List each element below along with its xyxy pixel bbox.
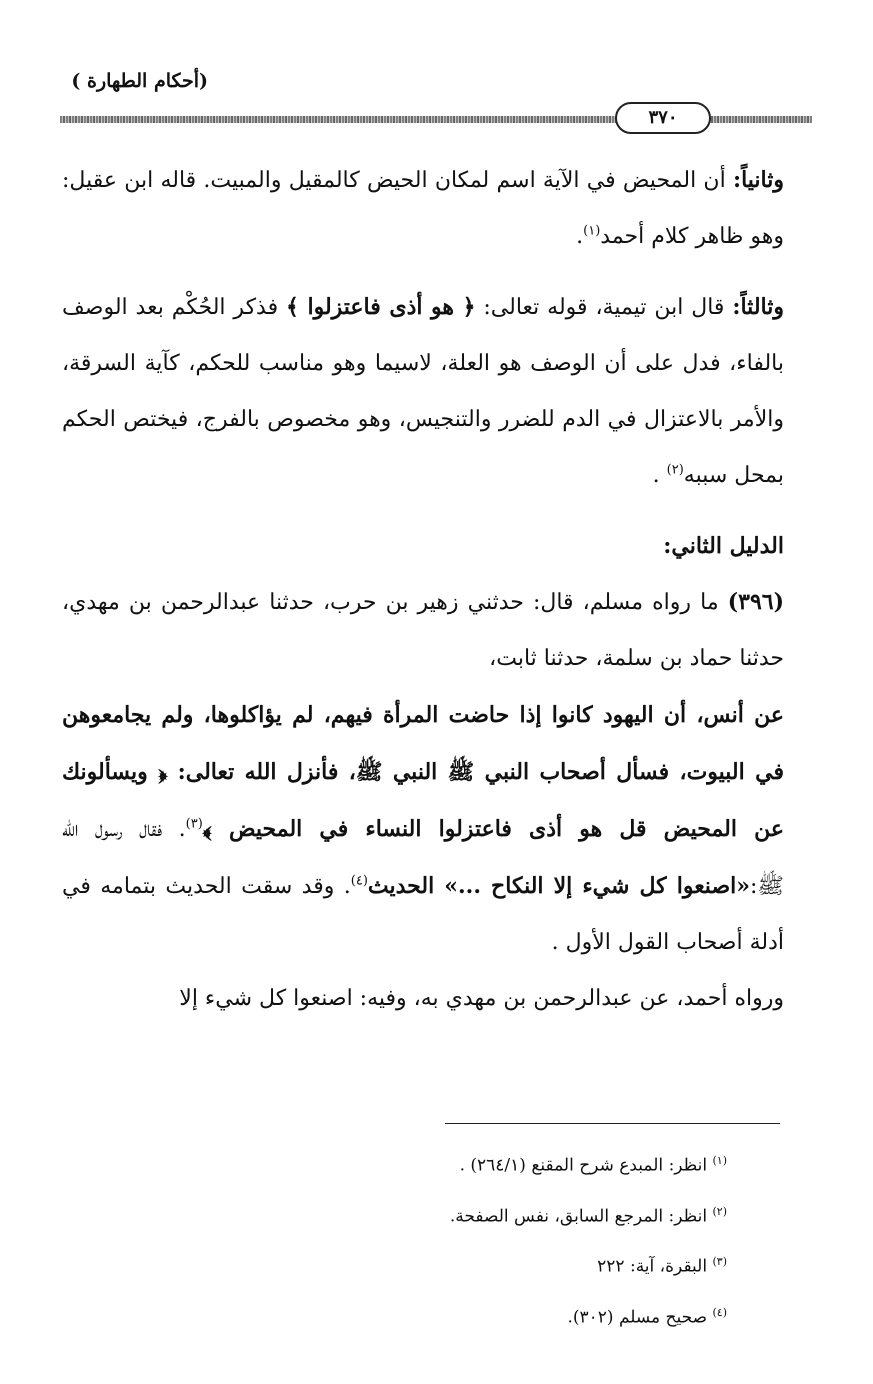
footnote-mark: (٢) [712, 1204, 727, 1218]
paragraph-lead: وثالثاً: [732, 294, 784, 320]
footnote-separator [445, 1123, 780, 1124]
hadith-text: عن أنس، أن اليهود كانوا إذا حاضت المرأة فيهم، لم يؤاكلوها، ولم يجامعوهن في البيوت، فسأل أصحاب النبي ﷺ النبي ﷺ، فأنزل الله تعالى: ﴿ ويسألونك عن المحيض قل هو أذى فاعتزلوا النساء في المحيض ﴾ [62, 702, 784, 842]
paragraph-end: . [576, 224, 584, 249]
paragraph-lead: وثانياً: [732, 167, 784, 193]
paragraph-text: قال ابن تيمية، قوله تعالى: [475, 295, 733, 320]
footnote-mark: (٣) [712, 1255, 727, 1269]
paragraph-text: أن المحيض في الآية اسم لمكان الحيض كالمقيل والمبيت. قاله ابن عقيل: وهو ظاهر كلام أحمد [62, 168, 784, 249]
paragraph-text: ورواه أحمد، عن عبدالرحمن بن مهدي به، وفيه: اصنعوا كل شيء إلا [179, 986, 784, 1011]
footnote-ref: (١) [583, 223, 601, 239]
running-head-title: (أحكام الطهارة ) [71, 70, 208, 92]
page-number: ٣٧٠ [615, 102, 711, 134]
footnote-text: صحيح مسلم (٣٠٢). [567, 1307, 708, 1328]
paragraph-text: . وقد سقت الحديث بتمامه في أدلة أصحاب القول الأول . [62, 874, 784, 955]
footnote-text: انظر: المبدع شرح المقنع (٢٦٤/١) . [459, 1155, 708, 1176]
footnote-item [300, 1290, 727, 1341]
footnotes [300, 1138, 727, 1341]
paragraph-text: فذكر الحُكْم بعد الوصف بالفاء، فدل على أن الوصف هو العلة، لاسيما وهو مناسب للحكم، كآية السرقة، والأمر بالاعتزال في الدم للضرر والتنجيس، وهو مخصوص بالفرج، فيختص الحكم بمحل سببه [62, 295, 784, 488]
footnote-mark: (١) [712, 1154, 727, 1167]
footnote-text: البقرة، آية: ٢٢٢ [597, 1256, 708, 1277]
hadith-quote: «اصنعوا كل شيء إلا النكاح ...» الحديث [367, 873, 750, 899]
main-text [62, 152, 784, 1027]
paragraph-text: . فقال رسول الله ﷺ: [62, 817, 784, 899]
footnote-item [300, 1189, 727, 1240]
paragraph-hadith-chain [62, 574, 784, 687]
footnote-mark: (٤) [712, 1305, 727, 1319]
paragraph-ahmad [62, 971, 784, 1027]
paragraph-end: . [652, 463, 667, 488]
paragraph-thirdly [62, 279, 784, 504]
hadith-number: (٣٩٦) [727, 589, 784, 615]
footnote-ref: (٢) [666, 462, 684, 478]
footnote-item [300, 1138, 727, 1189]
paragraph-text: ما رواه مسلم، قال: حدثني زهير بن حرب، حدثنا عبدالرحمن بن مهدي، حدثنا حماد بن سلمة، حدثنا ثابت، [62, 590, 784, 671]
paragraph-secondly [62, 152, 784, 265]
paragraph-hadith-text [62, 687, 784, 971]
quran-quote: ﴿ هو أذى فاعتزلوا ﴾ [286, 294, 476, 320]
section-heading: الدليل الثاني: [663, 533, 784, 559]
footnote-ref: (٤) [350, 873, 368, 889]
footnote-text: انظر: المرجع السابق، نفس الصفحة. [449, 1206, 708, 1227]
footnote-item [300, 1239, 727, 1290]
footnote-ref: (٣) [185, 816, 203, 832]
